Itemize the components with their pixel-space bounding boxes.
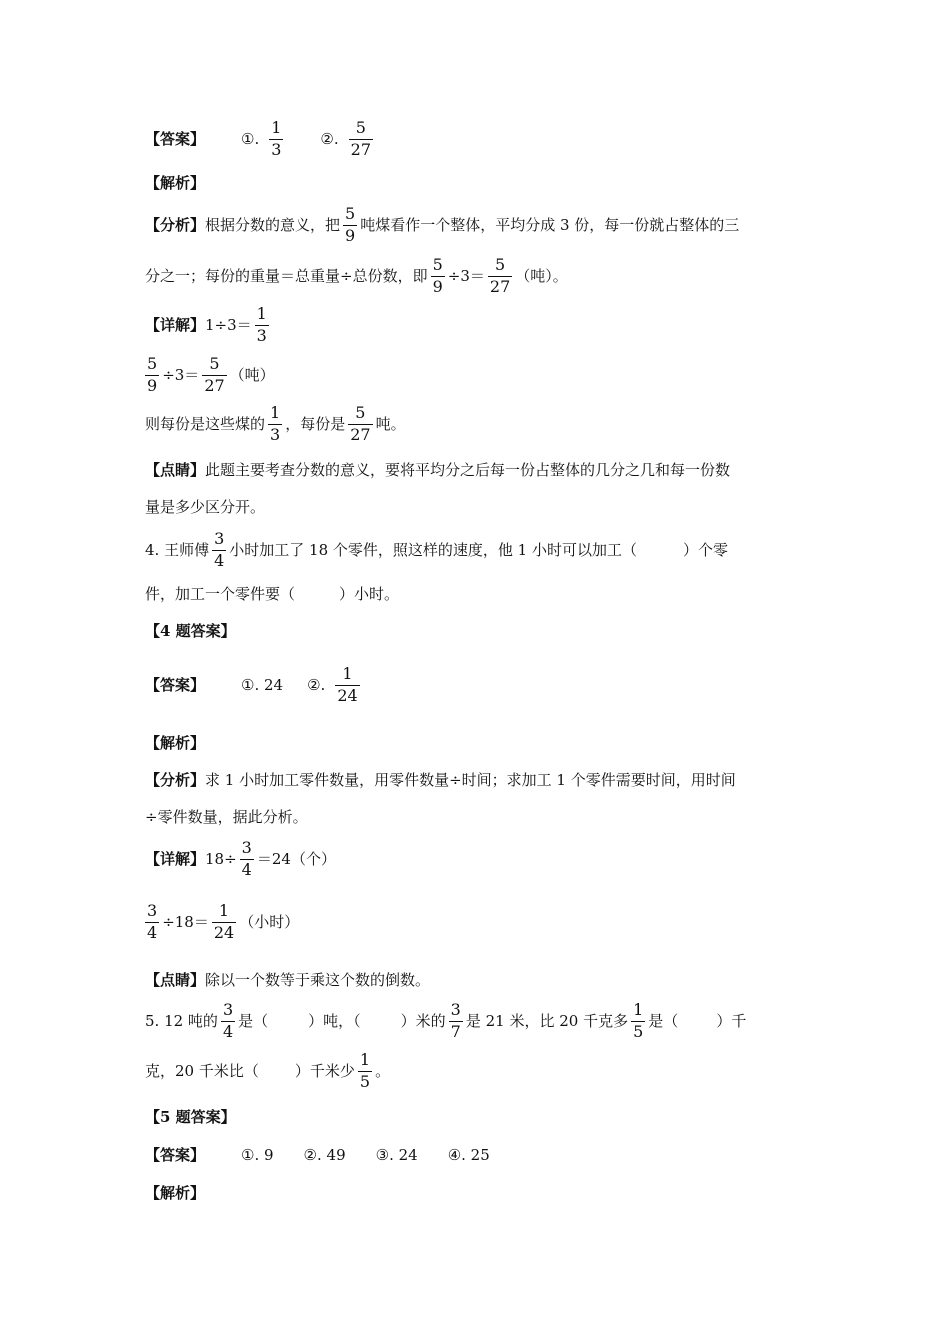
answer-label: 【答案】	[145, 1146, 206, 1164]
fraction-denominator: 24	[213, 922, 235, 942]
fraction	[240, 840, 254, 879]
q3-analysis-label: 【解析】	[145, 174, 206, 192]
fraction-numerator: 5	[355, 403, 366, 422]
q4-question-line-1	[145, 531, 728, 570]
fraction-denominator: 4	[222, 1021, 234, 1041]
answer-1-marker: ①.	[241, 129, 260, 148]
question-text: ）千	[716, 1011, 747, 1030]
fenxi-text: 根据分数的意义，把	[205, 215, 341, 234]
fraction-numerator: 3	[214, 529, 225, 548]
q3-fenxi-line-1	[145, 206, 739, 245]
fraction	[145, 903, 159, 942]
q5-answer-title: 【5 题答案】	[145, 1108, 236, 1126]
q4-xiangjie-line-2	[145, 903, 299, 942]
fraction	[221, 1002, 235, 1041]
answer-label: 【答案】	[145, 675, 206, 694]
fenxi-label: 【分析】	[145, 215, 206, 234]
q3-xiangjie-line-1	[145, 306, 272, 345]
q4-answer-title: 【4 题答案】	[145, 622, 236, 640]
q4-question-line-2	[145, 587, 399, 602]
fraction-numerator: 3	[222, 1000, 234, 1019]
fraction	[358, 1052, 372, 1091]
dianjing-text: 此题主要考查分数的意义，要将平均分之后每一份占整体的几分之几和每一份数	[205, 461, 731, 479]
q3-xiangjie-line-3	[145, 405, 406, 444]
fraction-numerator: 5	[355, 118, 366, 137]
fraction-numerator: 1	[342, 664, 353, 683]
answer-2-marker: ②.	[307, 675, 326, 694]
answer-2: ②. 49	[303, 1146, 346, 1164]
fraction-denominator: 3	[256, 325, 267, 345]
fenxi-text: （吨）。	[515, 266, 568, 285]
q5-question-line-1	[145, 1002, 746, 1041]
fraction	[343, 206, 357, 245]
q3-fenxi-line-2	[145, 257, 568, 296]
question-text: 克，20 千米比（	[145, 1061, 259, 1080]
fraction-denominator: 9	[432, 276, 443, 296]
xiangjie-label: 【详解】	[145, 315, 206, 334]
q5-analysis-label: 【解析】	[145, 1184, 206, 1202]
fraction-denominator: 9	[345, 225, 356, 245]
fraction-denominator: 27	[489, 276, 511, 296]
fraction-denominator: 5	[359, 1071, 371, 1091]
fraction-denominator: 9	[147, 375, 158, 395]
dianjing-label: 【点睛】	[145, 971, 206, 989]
fraction-denominator: 4	[241, 859, 252, 879]
fenxi-label: 【分析】	[145, 771, 206, 789]
xiangjie-text: 则每份是这些煤的	[145, 414, 266, 433]
question-text: 是（	[238, 1011, 269, 1030]
fraction	[431, 257, 445, 296]
xiangjie-text: 18÷	[205, 849, 237, 868]
question-text: ）个零	[683, 540, 729, 559]
fraction-numerator: 5	[147, 354, 158, 373]
question-text: 是 21 米，比 20 千克多	[465, 1011, 629, 1030]
fraction	[212, 531, 226, 570]
fraction	[348, 405, 372, 444]
answer-2-marker: ②.	[320, 129, 339, 148]
q4-answer-line	[145, 666, 363, 705]
question-text: ）米的	[400, 1011, 446, 1030]
q5-question-line-2	[145, 1052, 390, 1091]
fraction-numerator: 1	[359, 1050, 371, 1069]
fraction-denominator: 5	[633, 1021, 644, 1041]
question-text: ）千米少	[294, 1061, 355, 1080]
answer-4: ④. 25	[447, 1146, 490, 1164]
fraction	[449, 1002, 463, 1041]
xiangjie-text: 吨。	[375, 414, 406, 433]
fenxi-text: 分之一；每份的重量＝总重量÷总份数，即	[145, 266, 428, 285]
fraction-numerator: 1	[633, 1000, 644, 1019]
xiangjie-text: ÷18＝	[162, 912, 209, 931]
fraction-numerator: 1	[271, 118, 282, 137]
q4-dianjing-line	[145, 973, 430, 988]
fraction	[145, 356, 159, 395]
fraction-numerator: 3	[450, 1000, 461, 1019]
fraction	[255, 306, 269, 345]
fenxi-text: 求 1 小时加工零件数量，用零件数量÷时间；求加工 1 个零件需要时间，用时间	[205, 771, 736, 789]
fraction	[488, 257, 512, 296]
answer-label: 【答案】	[145, 129, 206, 148]
q5-answer-line	[145, 1148, 490, 1163]
xiangjie-text: ，每份是	[285, 414, 346, 433]
fraction-denominator: 27	[204, 375, 225, 395]
xiangjie-text: ÷3＝	[162, 365, 200, 384]
fraction	[212, 903, 236, 942]
fraction-numerator: 3	[241, 838, 252, 857]
fraction-denominator: 24	[337, 685, 358, 705]
question-text: ）小时。	[339, 585, 400, 603]
xiangjie-text: ＝24（个）	[256, 849, 336, 868]
question-text: 小时加工了 18 个零件，照这样的速度，他 1 小时可以加工（	[229, 540, 637, 559]
q4-xiangjie-line-1	[145, 840, 336, 879]
fenxi-text: 吨煤看作一个整体，平均分成 3 份，每一份就占整体的三	[360, 215, 740, 234]
answer-1: ①. 24	[241, 675, 284, 694]
answer-3: ③. 24	[375, 1146, 418, 1164]
fraction-denominator: 3	[270, 424, 281, 444]
fraction	[202, 356, 226, 395]
fraction-denominator: 4	[147, 922, 158, 942]
fraction-numerator: 1	[270, 403, 281, 422]
fraction-denominator: 27	[350, 139, 371, 159]
question-text: 4. 王师傅	[145, 540, 210, 559]
q4-fenxi-line-1	[145, 773, 736, 788]
q4-fenxi-line-2: ÷零件数量，据此分析。	[145, 808, 308, 826]
fraction-denominator: 4	[214, 550, 225, 570]
fraction	[268, 405, 282, 444]
answer-2-fraction	[335, 666, 359, 705]
q4-analysis-label: 【解析】	[145, 734, 206, 752]
question-text: 件，加工一个零件要（	[145, 585, 296, 603]
dianjing-text: 除以一个数等于乘这个数的倒数。	[205, 971, 431, 989]
xiangjie-text: （小时）	[239, 912, 300, 931]
fraction-denominator: 27	[350, 424, 371, 444]
fraction-numerator: 5	[345, 204, 356, 223]
fraction-numerator: 1	[218, 901, 230, 920]
question-text: ）吨，（	[308, 1011, 361, 1030]
dianjing-label: 【点睛】	[145, 461, 206, 479]
fraction-numerator: 5	[209, 354, 220, 373]
fraction-numerator: 5	[432, 255, 443, 274]
fraction	[631, 1002, 645, 1041]
question-text: 。	[375, 1061, 391, 1080]
fraction-denominator: 7	[450, 1021, 461, 1041]
answer-1-fraction	[269, 120, 283, 159]
q3-dianjing-line-1	[145, 463, 730, 478]
xiangjie-text: （吨）	[229, 365, 275, 384]
fraction-numerator: 3	[147, 901, 158, 920]
q3-dianjing-line-2: 量是多少区分开。	[145, 498, 266, 516]
question-text: 5. 12 吨的	[145, 1011, 218, 1030]
fraction-denominator: 3	[271, 139, 282, 159]
q3-answer-line	[145, 120, 376, 159]
fraction-numerator: 5	[494, 255, 506, 274]
xiangjie-label: 【详解】	[145, 849, 206, 868]
question-text: 是（	[648, 1011, 679, 1030]
fenxi-text: ÷3＝	[447, 266, 485, 285]
answer-2-fraction	[349, 120, 373, 159]
xiangjie-text: 1÷3＝	[205, 315, 252, 334]
answer-1: ①. 9	[241, 1146, 274, 1164]
q3-xiangjie-line-2	[145, 356, 275, 395]
fraction-numerator: 1	[256, 304, 267, 323]
